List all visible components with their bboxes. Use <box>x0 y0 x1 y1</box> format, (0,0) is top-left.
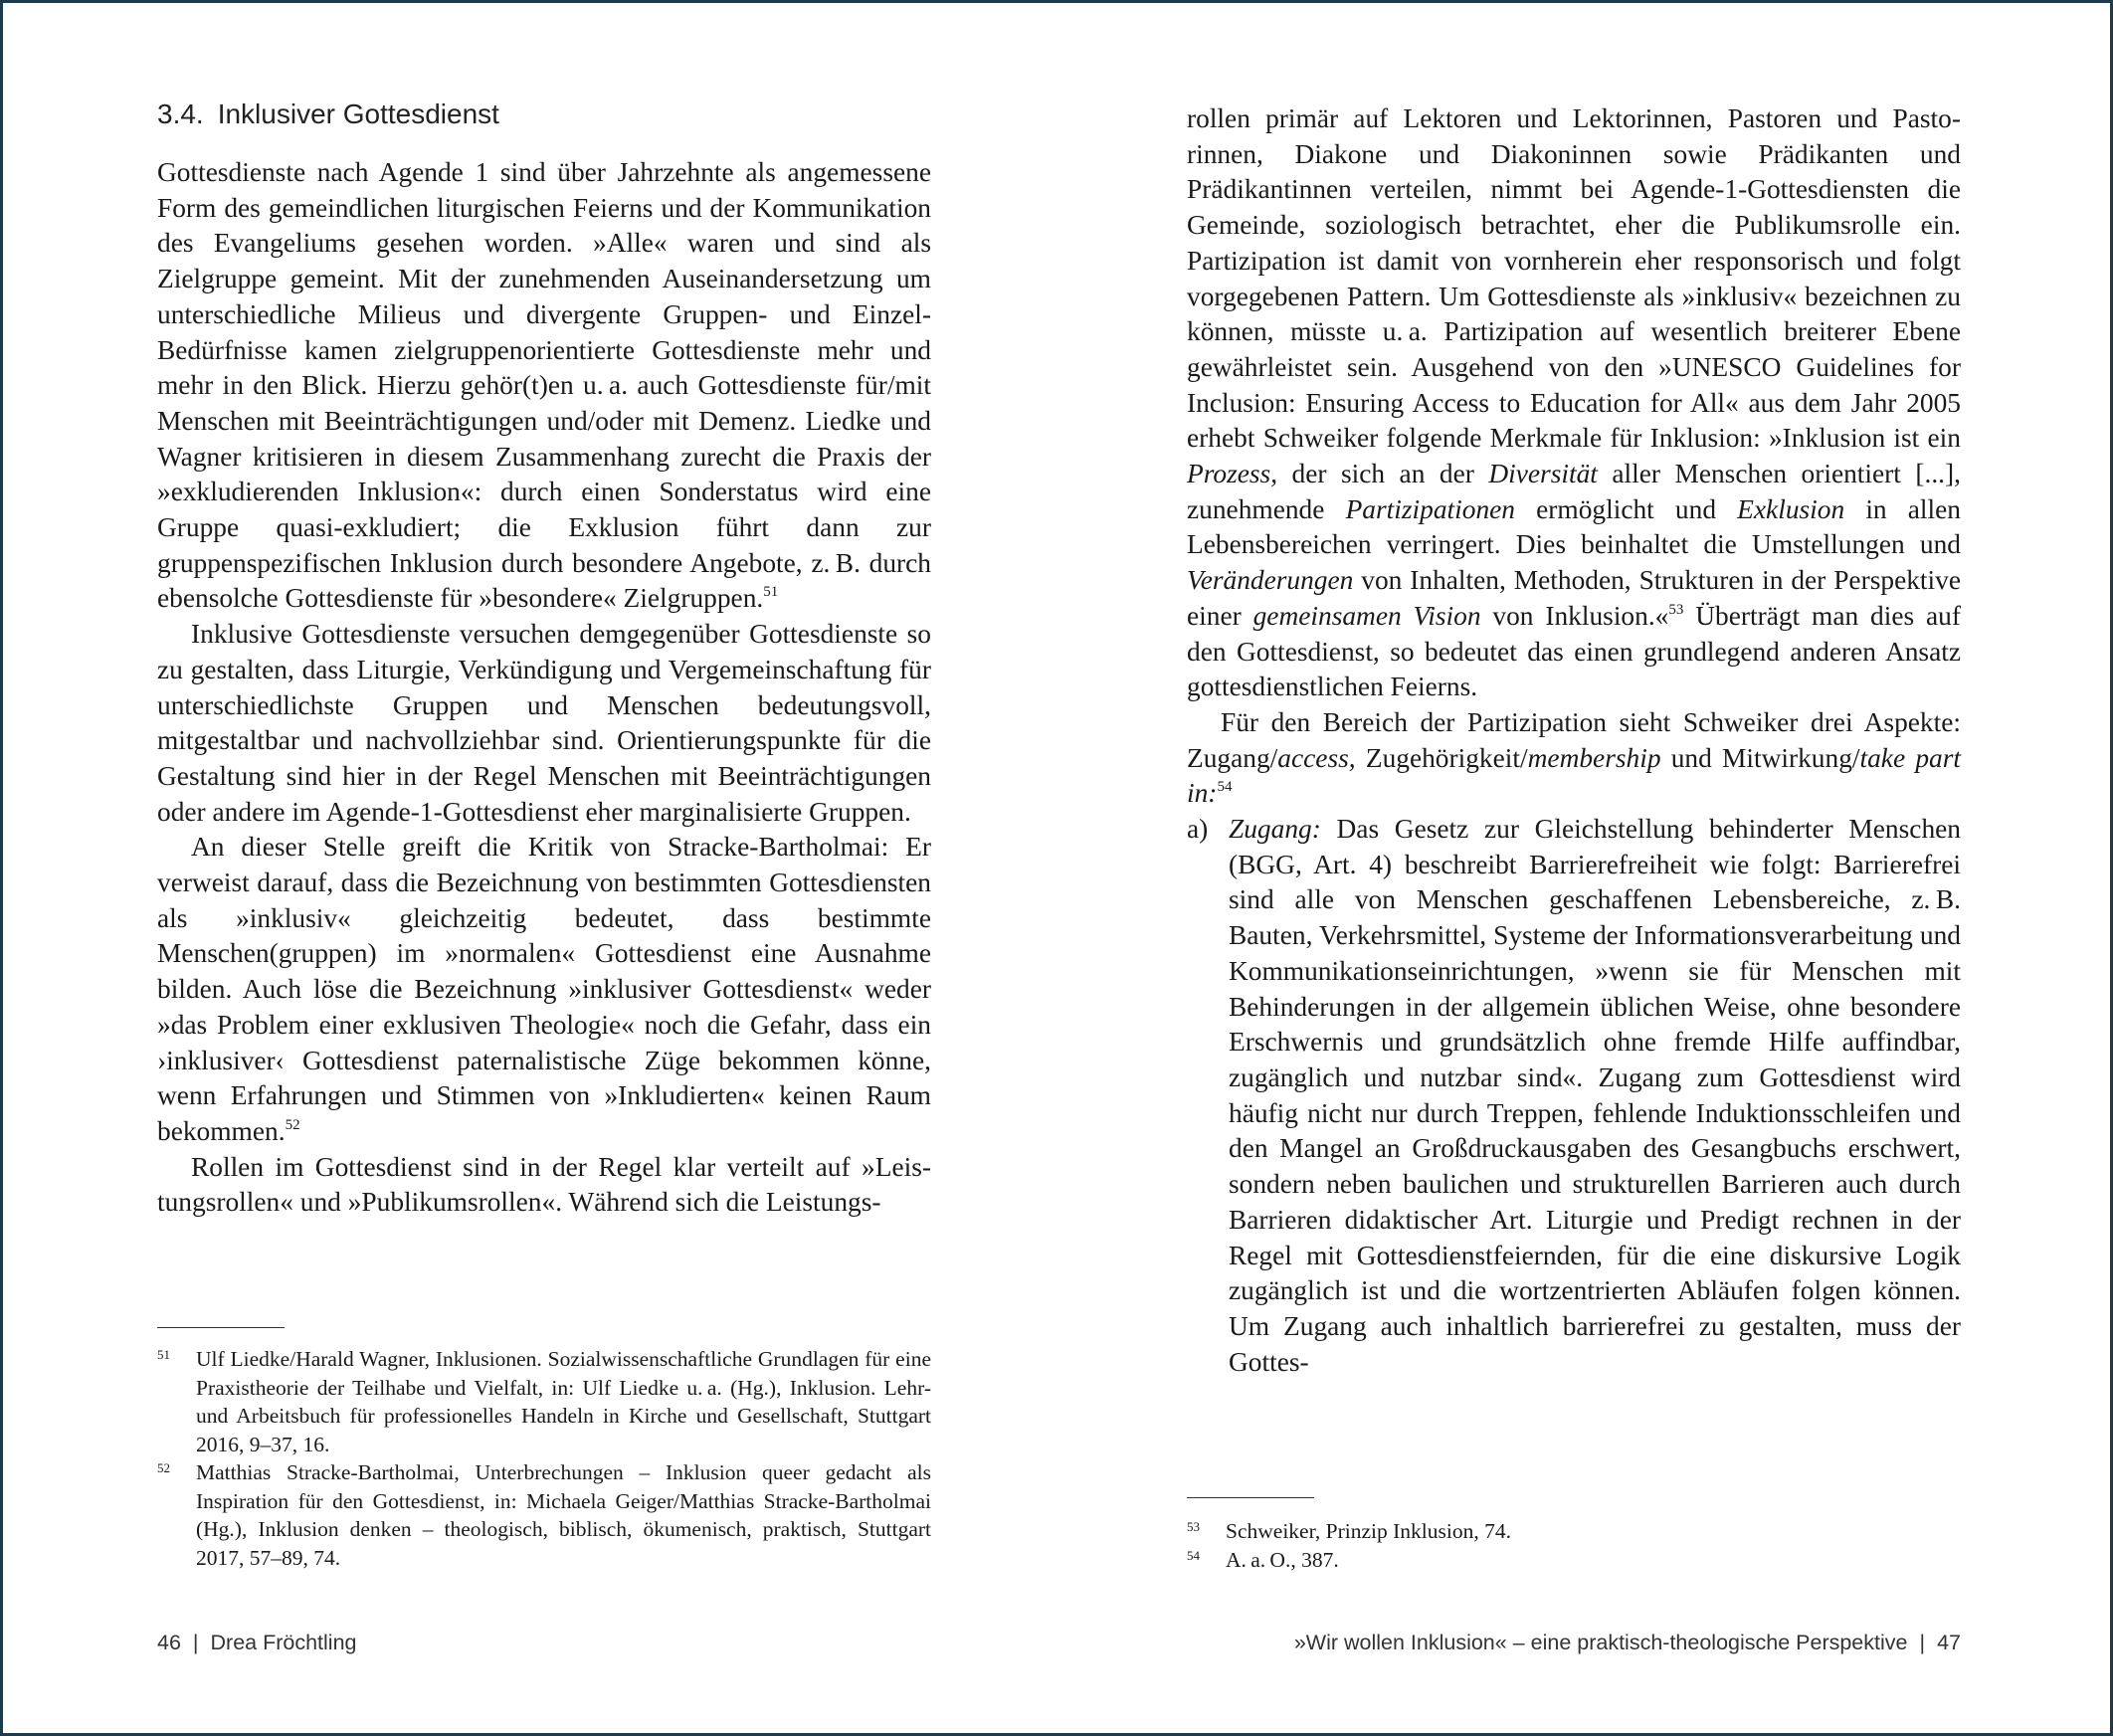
left-body-text <box>157 155 931 1221</box>
list-item-label: Zugang: <box>1229 814 1321 845</box>
footnote-ref: 52 <box>285 1116 300 1133</box>
list-marker: a) <box>1187 814 1209 845</box>
emphasis: Partizipationen <box>1345 493 1515 524</box>
footnote <box>157 1458 931 1572</box>
footnote-ref: 54 <box>1217 779 1233 796</box>
footer-separator: | <box>192 1631 199 1654</box>
paragraph: Rollen im Gottesdienst sind in der Regel klar verteilt auf »Leistungsrollen« und »Publikumsrollen«. Während sich die Leistungs- <box>157 1151 931 1218</box>
footnote-ref: 53 <box>1668 601 1684 618</box>
emphasis: Exklusion <box>1737 493 1845 524</box>
footnote-number: 52 <box>157 1460 170 1475</box>
running-footer-left <box>157 1631 357 1655</box>
section-number: 3.4. <box>157 98 204 129</box>
left-footnotes <box>157 1345 931 1572</box>
section-title: Inklusiver Gottesdienst <box>217 98 499 129</box>
page-number: 46 <box>157 1631 181 1654</box>
emphasis: Diversität <box>1488 459 1598 489</box>
author-name: Drea Fröchtling <box>210 1631 357 1654</box>
right-body-text <box>1187 101 1961 1380</box>
list-item-text: Zugang: Das Gesetz zur Gleichstellung behinderter Menschen (BGG, Art. 4) beschreibt Barrierefreiheit wie folgt: Barrierefrei sind alle von Menschen geschaffenen Lebensbereiche, z. B. Bauten, Verkehrsmittel, Systeme der Informationsverarbeitung und Kommunikationseinrichtungen, »wenn sie für Menschen mit Behinderungen in der allgemein üblichen Weise, ohne besondere Erschwernis und grundsätzlich ohne fremde Hilfe auffindbar, zugänglich und nutzbar sind«. Zugang zum Gottesdienst wird häufig nicht nur durch Treppen, fehlende Induktionsschleifen und den Mangel an Großdruckausgaben des Gesangbuchs erschwert, sondern neben baulichen und strukturellen Barrieren auch durch Barrieren didaktischer Art. Liturgie und Predigt rechnen in der Regel mit Gottesdienstfeiernden, für die eine diskursive Logik zugänglich ist und die wortzentrierten Abläufen folgen können. Um Zugang auch inhaltlich barrierefrei zu gestalten, muss der Gottes- <box>1229 814 1961 1377</box>
footnote-text: Schweiker, Prinzip Inklusion, 74. <box>1226 1519 1511 1543</box>
emphasis: Prozess <box>1187 459 1271 489</box>
paragraph: Für den Bereich der Partizipation sieht Schweiker drei Aspekte: Zugang/access, Zugehörigkeit/membership und Mitwirkung/take part in:$^{54}$ <box>1187 706 1961 809</box>
book-spread <box>3 3 2110 1733</box>
footnote-text: A. a. O., 387. <box>1226 1547 1339 1572</box>
running-footer-right <box>1294 1631 1961 1655</box>
footer-separator: | <box>1919 1631 1926 1654</box>
right-page <box>1056 3 2110 1733</box>
left-page <box>3 3 1056 1733</box>
footnote <box>1187 1517 1961 1546</box>
emphasis: access, <box>1277 742 1356 773</box>
footnote-text: Matthias Stracke-Bartholmai, Unterbrechungen – Inklusion queer gedacht als Inspiration für den Gottesdienst, in: Michaela Geiger/Matthias Stracke-Bartholmai (Hg.), Inklusion denken – theologisch, biblisch, ökumenisch, praktisch, Stuttgart 2017, 57–89, 74. <box>196 1460 931 1570</box>
footnote-text: Ulf Liedke/Harald Wagner, Inklusionen. Sozialwissenschaftliche Grundlagen für eine Praxistheorie der Teilhabe und Vielfalt, in: Ulf Liedke u. a. (Hg.), Inklusion. Lehr- und Arbeitsbuch für professionelles Handeln in Kirche und Gesellschaft, Stuttgart 2016, 9–37, 16. <box>196 1347 931 1456</box>
footnote-rule <box>1187 1497 1314 1498</box>
list-item <box>1187 812 1961 1380</box>
footnote-number: 54 <box>1187 1547 1200 1563</box>
right-footnotes <box>1187 1517 1961 1574</box>
paragraph: rollen primär auf Lektoren und Lektorinnen, Pastoren und Pastorinnen, Diakone und Diakoninnen sowie Prädikanten und Prädikantinnen verteilen, nimmt bei Agende-1-Gottesdiensten die Gemeinde, soziologisch betrachtet, eher die Publikumsrolle ein. Partizipation ist damit von vornherein eher responsorisch und folgt vorgegebenen Pattern. Um Gottesdienste als »inklusiv« bezeichnen zu können, müsste u. a. Partizipation auf wesentlich breiterer Ebene gewährleistet sein. Ausgehend von den »UNESCO Guidelines for Inclusion: Ensuring Access to Education for All« aus dem Jahr 2005 erhebt Schweiker folgende Merkmale für Inklusion: »Inklusion ist ein Prozess, der sich an der Diversität aller Menschen orientiert [...], zunehmende Partizipationen ermöglicht und Exklusion in allen Lebensbereichen verringert. Dies beinhaltet die Umstellungen und Veränderungen von Inhalten, Methoden, Strukturen in der Perspektive einer gemeinsamen Vision von Inklusion.«$^{53}$ Überträgt man dies auf den Gottesdienst, so bedeutet das einen grundlegend anderen Ansatz gottesdienstlichen Feierns. <box>1187 103 1962 702</box>
emphasis: gemeinsamen Vision <box>1252 600 1481 631</box>
footnote <box>157 1345 931 1458</box>
footnote-number: 51 <box>157 1347 170 1362</box>
running-title: »Wir wollen Inklusion« – eine praktisch-theologische Perspektive <box>1293 1631 1908 1654</box>
footnote-number: 53 <box>1187 1519 1200 1534</box>
footnote <box>1187 1546 1961 1575</box>
paragraph: An dieser Stelle greift die Kritik von Stracke-Bartholmai: Er verweist darauf, dass die Bezeichnung von bestimmten Gottesdiensten als »inklusiv« gleichzeitig bedeutet, dass bestimmte Menschen(gruppen) im »normalen« Gottesdienst eine Ausnahme bilden. Auch löse die Bezeichnung »inklusiver Gottesdienst« weder »das Problem einer exklusiven Theologie« noch die Gefahr, dass ein ›inklusiver‹ Gottesdienst paternalistische Züge bekommen könne, wenn Erfahrungen und Stimmen von »Inkludierten« keinen Raum bekommen.$^{52}$ <box>157 832 931 1146</box>
section-heading <box>157 98 499 130</box>
footnote-rule <box>157 1327 285 1328</box>
emphasis: membership <box>1527 742 1661 773</box>
paragraph: Inklusive Gottesdienste versuchen demgegenüber Gottesdienste so zu gestalten, dass Liturgie, Verkündigung und Vergemeinschaftung für unterschiedlichste Gruppen und Menschen bedeutungsvoll, mitgestaltbar und nachvollziehbar sind. Orientierungspunkte für die Gestaltung sind hier in der Regel Menschen mit Beeinträchtigungen oder andere im Agende-1-Gottesdienst eher marginalisierte Gruppen. <box>157 619 931 827</box>
emphasis: take part in: <box>1187 742 1961 809</box>
paragraph: Gottesdienste nach Agende 1 sind über Jahrzehnte als angemessene Form des gemeindlichen liturgischen Feierns und der Kommunikation des Evangeliums gesehen worden. »Alle« waren und sind als Zielgruppe gemeint. Mit der zunehmenden Auseinandersetzung um unterschiedliche Milieus und divergente Gruppen- und Einzel-Bedürfnisse kamen zielgruppenorientierte Gottesdienste mehr und mehr in den Blick. Hierzu gehör(t)en u. a. auch Gottesdienste für/mit Menschen mit Beeinträchtigungen und/oder mit Demenz. Liedke und Wagner kritisieren in diesem Zusammenhang zurecht die Praxis der »exkludierenden Inklusion«: durch einen Sonderstatus wird eine Gruppe quasi-exkludiert; die Exklusion führt dann zur gruppenspezifischen Inklusion durch besondere Angebote, z. B. durch ebensolche Gottesdienste für »besondere« Zielgruppen.$^{51}$ <box>157 157 931 614</box>
footnote-ref: 51 <box>763 584 779 601</box>
page-number: 47 <box>1937 1631 1961 1654</box>
emphasis: Veränderungen <box>1187 565 1354 596</box>
